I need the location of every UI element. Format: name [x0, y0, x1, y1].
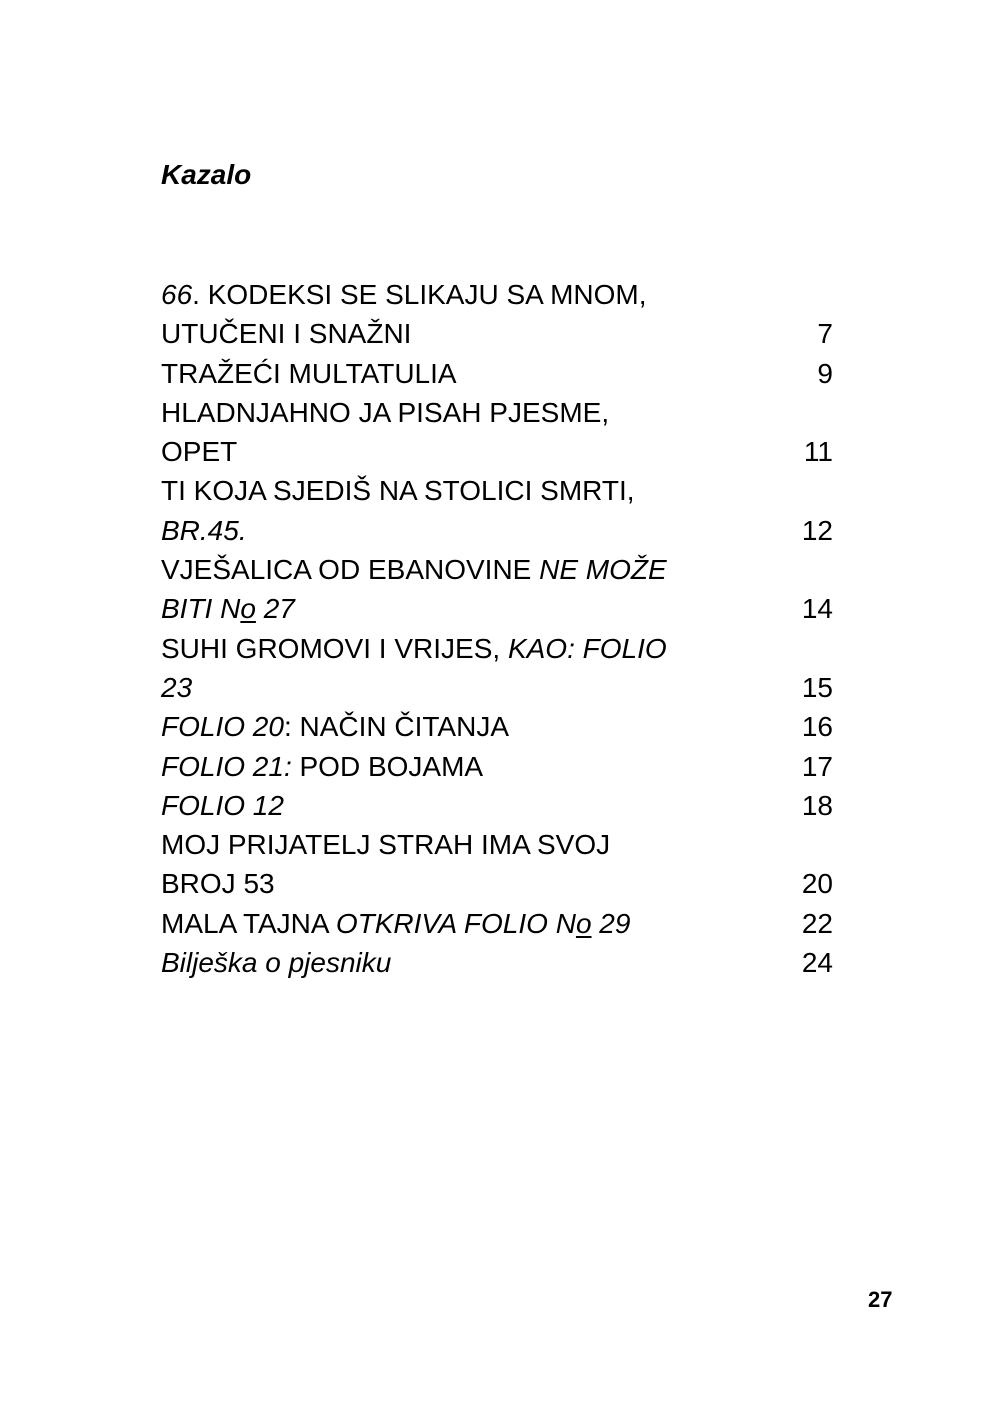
toc-line [161, 668, 833, 707]
toc-entry-page: 17 [801, 750, 833, 782]
toc-entry-page: 9 [817, 357, 833, 389]
toc-entry-page: 20 [801, 868, 833, 900]
toc-entry-title [161, 511, 247, 550]
toc-entry-title [161, 354, 457, 393]
toc-entry-text: POD BOJAMA [291, 750, 484, 782]
toc-entry-text: 29 [591, 907, 631, 939]
toc-entry-title [161, 589, 295, 628]
page-number: 27 [868, 1287, 893, 1312]
toc-entry-text: MALA TAJNA [161, 907, 336, 939]
toc-entry-text: NE MOŽE [539, 554, 667, 586]
toc-entry-title [161, 314, 411, 353]
toc-line [161, 511, 833, 550]
toc-entry-text: BITI N [161, 593, 241, 625]
toc-entry-title [161, 629, 667, 668]
toc-entry-title [161, 707, 509, 746]
toc-entry-text: UTUČENI I SNAŽNI [161, 318, 412, 350]
toc-entry-text: 27 [255, 593, 295, 625]
toc-entry-text: BR.45. [161, 514, 247, 546]
toc-entry-page: 16 [801, 711, 833, 743]
toc-entry-title [161, 904, 630, 943]
toc-line [161, 275, 833, 314]
toc-entry-text: OPET [161, 436, 238, 468]
toc-entry-title [161, 275, 647, 314]
toc-entry-text: Bilješka o pjesniku [161, 947, 392, 979]
toc-entry-page: 7 [817, 318, 833, 350]
toc-entry-text: : [283, 711, 292, 743]
toc-entry-text: TRAŽEĆI MULTATULIA [161, 357, 457, 389]
toc-line [161, 747, 833, 786]
toc-line [161, 943, 833, 982]
toc-entry-title [161, 825, 610, 864]
toc-entry-text: KAO: FOLIO [507, 632, 667, 664]
page-title: Kazalo [161, 159, 252, 190]
toc-entry-title [161, 668, 192, 707]
toc-entry-page: 22 [801, 907, 833, 939]
toc-entry-title [161, 747, 483, 786]
toc-line [161, 786, 833, 825]
toc-entry-title [161, 943, 391, 982]
toc-entry-title [161, 864, 275, 903]
toc-line [161, 589, 833, 628]
toc-entry-text: FOLIO 21: [161, 750, 292, 782]
toc-line [161, 629, 833, 668]
toc-line [161, 550, 833, 589]
toc-entry-text: FOLIO 12 [161, 789, 284, 821]
toc-line [161, 825, 833, 864]
toc-entry-text: 66 [161, 279, 193, 310]
toc-entry-text: o [240, 593, 256, 625]
toc-line [161, 471, 833, 510]
toc-entry-page: 11 [803, 436, 833, 468]
toc-entry-text: . KODEKSI SE SLIKAJU SA MNOM, [192, 279, 647, 310]
toc-entry-text: TI KOJA SJEDIŠ NA STOLICI SMRTI, [161, 475, 635, 507]
toc-entry-text: MOJ PRIJATELJ STRAH IMA SVOJ [161, 829, 611, 861]
toc-line [161, 314, 833, 353]
toc-entry-page: 18 [801, 789, 833, 821]
toc-entry-text: HLADNJAHNO JA PISAH PJESME, [161, 396, 610, 428]
toc-entry-text: VJEŠALICA OD EBANOVINE [161, 554, 540, 586]
toc-entry-text: 23 [161, 671, 193, 703]
toc-entry-title [161, 432, 237, 471]
toc-line [161, 393, 833, 432]
toc-entry-text: BROJ 53 [161, 868, 275, 900]
toc-entry-text: FOLIO 20 [161, 711, 284, 743]
toc-entry-text: NAČIN ČITANJA [291, 711, 509, 743]
toc-entry-page: 24 [801, 947, 833, 979]
toc-entry-text: o [575, 907, 592, 939]
toc-entry-text: SUHI GROMOVI I VRIJES, [161, 632, 508, 664]
toc-entry-title [161, 550, 667, 589]
toc-entry-text: OTKRIVA FOLIO N [335, 907, 576, 939]
toc-entry-title [161, 786, 284, 825]
toc-entry-page: 12 [801, 514, 833, 546]
toc-entry-title [161, 393, 609, 432]
toc-line [161, 432, 833, 471]
toc-entry-page: 14 [801, 593, 833, 625]
toc-entry-page: 15 [801, 671, 833, 703]
toc-line [161, 354, 833, 393]
toc-entry-title [161, 471, 635, 510]
toc-line [161, 864, 833, 903]
table-of-contents [161, 275, 833, 982]
toc-line [161, 707, 833, 746]
toc-line [161, 904, 833, 943]
